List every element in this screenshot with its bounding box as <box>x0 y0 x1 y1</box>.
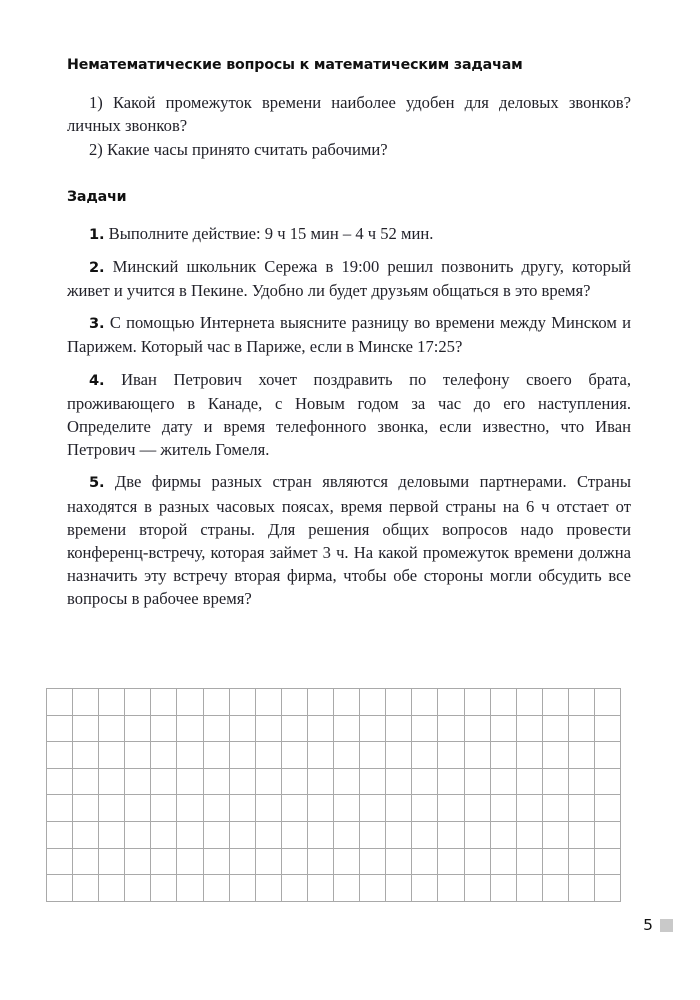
grid-cell[interactable] <box>47 715 73 742</box>
grid-cell[interactable] <box>99 795 125 822</box>
grid-cell[interactable] <box>73 768 99 795</box>
grid-cell[interactable] <box>464 875 490 902</box>
grid-row <box>47 768 621 795</box>
grid-cell[interactable] <box>542 848 568 875</box>
grid-cell[interactable] <box>516 848 542 875</box>
grid-cell[interactable] <box>125 768 151 795</box>
grid-cell[interactable] <box>438 795 464 822</box>
grid-cell[interactable] <box>255 875 281 902</box>
grid-cell[interactable] <box>99 875 125 902</box>
grid-cell[interactable] <box>334 821 360 848</box>
page-footer <box>0 915 700 945</box>
grid-cell[interactable] <box>490 875 516 902</box>
grid-cell[interactable] <box>255 795 281 822</box>
grid-cell[interactable] <box>516 689 542 716</box>
grid-cell[interactable] <box>490 848 516 875</box>
task-number: 5. <box>89 474 105 492</box>
grid-cell[interactable] <box>47 689 73 716</box>
task-text: Иван Петрович хочет поздравить по телефону своего брата, проживающего в Канаде, с Новым годом за час до его наступления. Определите дату и время телефонного звонка, если известно, что Иван Петрович — житель Гомеля. <box>67 369 631 460</box>
task-item <box>67 222 631 246</box>
grid-cell[interactable] <box>99 742 125 769</box>
grid-cell[interactable] <box>203 689 229 716</box>
grid-row <box>47 848 621 875</box>
grid-cell[interactable] <box>516 821 542 848</box>
grid-cell[interactable] <box>386 715 412 742</box>
grid-cell[interactable] <box>334 875 360 902</box>
grid-cell[interactable] <box>568 875 594 902</box>
grid-cell[interactable] <box>464 848 490 875</box>
grid-cell[interactable] <box>307 768 333 795</box>
page-title: Нематематические вопросы к математическим задачам <box>67 57 523 73</box>
grid-cell[interactable] <box>464 742 490 769</box>
grid-cell[interactable] <box>412 848 438 875</box>
tasks-heading: Задачи <box>67 188 127 205</box>
worksheet-grid <box>46 688 621 902</box>
grid-cell[interactable] <box>464 715 490 742</box>
grid-cell[interactable] <box>99 821 125 848</box>
grid-cell[interactable] <box>516 875 542 902</box>
grid-cell[interactable] <box>438 848 464 875</box>
page-content <box>67 55 631 611</box>
grid-cell[interactable] <box>125 848 151 875</box>
grid-cell[interactable] <box>594 848 620 875</box>
task-number: 1. <box>89 225 105 243</box>
grid-cell[interactable] <box>334 689 360 716</box>
grid-cell[interactable] <box>281 848 307 875</box>
grid-cell[interactable] <box>125 689 151 716</box>
grid-cell[interactable] <box>203 742 229 769</box>
grid-cell[interactable] <box>594 875 620 902</box>
grid-cell[interactable] <box>438 821 464 848</box>
grid-cell[interactable] <box>47 742 73 769</box>
grid-cell[interactable] <box>386 689 412 716</box>
grid-cell[interactable] <box>464 689 490 716</box>
grid-cell[interactable] <box>203 848 229 875</box>
grid-cell[interactable] <box>542 875 568 902</box>
question-marker: 2) <box>89 140 103 160</box>
grid-cell[interactable] <box>151 848 177 875</box>
grid-cell[interactable] <box>307 875 333 902</box>
grid-cell[interactable] <box>229 715 255 742</box>
grid-cell[interactable] <box>281 821 307 848</box>
task-number: 4. <box>89 371 105 389</box>
grid-cell[interactable] <box>255 848 281 875</box>
grid-cell[interactable] <box>177 821 203 848</box>
grid-cell[interactable] <box>386 795 412 822</box>
grid-cell[interactable] <box>281 875 307 902</box>
grid-cell[interactable] <box>386 875 412 902</box>
task-number: 2. <box>89 258 105 276</box>
grid-row <box>47 689 621 716</box>
grid-cell[interactable] <box>177 795 203 822</box>
grid-cell[interactable] <box>177 689 203 716</box>
grid-row <box>47 742 621 769</box>
grid-cell[interactable] <box>47 768 73 795</box>
grid-cell[interactable] <box>73 875 99 902</box>
grid-cell[interactable] <box>255 715 281 742</box>
task-text: Две фирмы разных стран являются деловыми партнерами. Страны находятся в разных часовых поясах, время первой страны на 6 ч отстает от времени второй страны. Для решения общих вопросов надо провести конференц-встречу, которая займет 3 ч. На какой промежуток времени должна назначить эту встречу вторая фирма, чтобы обе стороны могли обсудить все вопросы в рабочее время? <box>67 472 631 609</box>
grid-cell[interactable] <box>334 715 360 742</box>
grid-cell[interactable] <box>464 795 490 822</box>
grid-row <box>47 821 621 848</box>
grid-cell[interactable] <box>73 742 99 769</box>
grid-cell[interactable] <box>386 742 412 769</box>
grid-cell[interactable] <box>255 689 281 716</box>
grid-cell[interactable] <box>542 742 568 769</box>
grid-cell[interactable] <box>151 795 177 822</box>
grid-cell[interactable] <box>307 821 333 848</box>
grid-cell[interactable] <box>229 795 255 822</box>
grid-cell[interactable] <box>412 875 438 902</box>
grid-cell[interactable] <box>125 875 151 902</box>
grid-cell[interactable] <box>438 742 464 769</box>
grid-cell[interactable] <box>307 848 333 875</box>
grid-cell[interactable] <box>490 689 516 716</box>
grid-cell[interactable] <box>307 715 333 742</box>
grid-cell[interactable] <box>47 848 73 875</box>
grid-cell[interactable] <box>542 768 568 795</box>
grid-cell[interactable] <box>203 821 229 848</box>
grid-row <box>47 795 621 822</box>
grid-cell[interactable] <box>360 768 386 795</box>
grid-cell[interactable] <box>360 689 386 716</box>
grid-row <box>47 875 621 902</box>
grid-body <box>47 689 621 902</box>
grid-cell[interactable] <box>438 715 464 742</box>
grid-cell[interactable] <box>203 715 229 742</box>
grid-cell[interactable] <box>568 689 594 716</box>
grid-cell[interactable] <box>594 689 620 716</box>
grid-cell[interactable] <box>281 689 307 716</box>
grid-cell[interactable] <box>281 795 307 822</box>
grid-cell[interactable] <box>229 768 255 795</box>
grid-cell[interactable] <box>255 821 281 848</box>
grid-cell[interactable] <box>203 795 229 822</box>
grid-cell[interactable] <box>125 715 151 742</box>
grid-cell[interactable] <box>568 742 594 769</box>
grid-cell[interactable] <box>334 768 360 795</box>
grid-cell[interactable] <box>568 715 594 742</box>
grid-cell[interactable] <box>177 768 203 795</box>
grid-cell[interactable] <box>334 848 360 875</box>
grid-cell[interactable] <box>125 795 151 822</box>
grid-cell[interactable] <box>542 715 568 742</box>
grid-row <box>47 715 621 742</box>
grid-cell[interactable] <box>594 795 620 822</box>
grid-cell[interactable] <box>307 742 333 769</box>
grid-cell[interactable] <box>125 742 151 769</box>
grid-cell[interactable] <box>151 715 177 742</box>
grid-cell[interactable] <box>177 848 203 875</box>
grid-cell[interactable] <box>203 875 229 902</box>
grid-cell[interactable] <box>568 768 594 795</box>
grid-cell[interactable] <box>360 821 386 848</box>
grid-cell[interactable] <box>594 742 620 769</box>
grid-cell[interactable] <box>542 795 568 822</box>
grid-cell[interactable] <box>360 875 386 902</box>
grid-cell[interactable] <box>229 689 255 716</box>
grid-cell[interactable] <box>307 795 333 822</box>
grid-cell[interactable] <box>412 742 438 769</box>
grid-cell[interactable] <box>229 875 255 902</box>
grid-cell[interactable] <box>360 715 386 742</box>
grid-cell[interactable] <box>360 848 386 875</box>
grid-cell[interactable] <box>177 715 203 742</box>
grid-cell[interactable] <box>568 848 594 875</box>
question-text: Какой промежуток времени наиболее удобен для деловых звонков? личных звонков? <box>67 93 631 136</box>
grid-cell[interactable] <box>412 689 438 716</box>
grid-cell[interactable] <box>568 795 594 822</box>
grid-cell[interactable] <box>255 768 281 795</box>
page-number: 5 <box>643 916 653 934</box>
grid-cell[interactable] <box>542 821 568 848</box>
grid-cell[interactable] <box>516 742 542 769</box>
grid-cell[interactable] <box>412 768 438 795</box>
grid-cell[interactable] <box>594 715 620 742</box>
grid-cell[interactable] <box>73 715 99 742</box>
grid-cell[interactable] <box>151 875 177 902</box>
grid-cell[interactable] <box>594 768 620 795</box>
grid-cell[interactable] <box>125 821 151 848</box>
grid-cell[interactable] <box>281 768 307 795</box>
grid-cell[interactable] <box>360 795 386 822</box>
grid-cell[interactable] <box>490 821 516 848</box>
grid-cell[interactable] <box>386 848 412 875</box>
grid-cell[interactable] <box>516 795 542 822</box>
grid-cell[interactable] <box>412 795 438 822</box>
grid-cell[interactable] <box>334 795 360 822</box>
question-text: Какие часы принято считать рабочими? <box>106 140 388 160</box>
grid-cell[interactable] <box>255 742 281 769</box>
grid-cell[interactable] <box>386 768 412 795</box>
question-marker: 1) <box>89 93 103 112</box>
grid-cell[interactable] <box>438 875 464 902</box>
task-item <box>67 470 631 610</box>
grid-cell[interactable] <box>99 715 125 742</box>
grid-cell[interactable] <box>412 821 438 848</box>
grid-cell[interactable] <box>99 689 125 716</box>
grid-cell[interactable] <box>229 848 255 875</box>
grid-cell[interactable] <box>490 715 516 742</box>
task-item <box>67 311 631 358</box>
grid-cell[interactable] <box>47 795 73 822</box>
grid-cell[interactable] <box>438 689 464 716</box>
grid-cell[interactable] <box>177 875 203 902</box>
grid-cell[interactable] <box>151 689 177 716</box>
question-item <box>67 91 631 137</box>
grid-cell[interactable] <box>386 821 412 848</box>
task-text: Минский школьник Сережа в 19:00 решил позвонить другу, который живет и учится в Пекине. Удобно ли будет друзьям общаться в это время? <box>67 256 632 301</box>
question-item <box>67 138 631 161</box>
grid-cell[interactable] <box>516 715 542 742</box>
task-text: Выполните действие: 9 ч 15 мин – 4 ч 52 мин. <box>108 223 434 243</box>
grid-cell[interactable] <box>203 768 229 795</box>
task-item <box>67 255 631 302</box>
grid-table <box>46 688 621 902</box>
grid-cell[interactable] <box>151 768 177 795</box>
grid-cell[interactable] <box>151 742 177 769</box>
grid-cell[interactable] <box>151 821 177 848</box>
grid-cell[interactable] <box>73 848 99 875</box>
grid-cell[interactable] <box>73 821 99 848</box>
grid-cell[interactable] <box>281 715 307 742</box>
grid-cell[interactable] <box>99 848 125 875</box>
page-marker-square <box>660 919 673 932</box>
grid-cell[interactable] <box>438 768 464 795</box>
grid-cell[interactable] <box>568 821 594 848</box>
grid-cell[interactable] <box>47 875 73 902</box>
grid-cell[interactable] <box>490 742 516 769</box>
grid-cell[interactable] <box>516 768 542 795</box>
grid-cell[interactable] <box>73 689 99 716</box>
grid-cell[interactable] <box>360 742 386 769</box>
grid-cell[interactable] <box>490 768 516 795</box>
grid-cell[interactable] <box>490 795 516 822</box>
grid-cell[interactable] <box>307 689 333 716</box>
task-item <box>67 368 631 462</box>
grid-cell[interactable] <box>542 689 568 716</box>
task-number: 3. <box>89 315 105 333</box>
task-text: С помощью Интернета выясните разницу во времени между Минском и Парижем. Который час в Париже, если в Минске 17:25? <box>67 313 631 357</box>
grid-cell[interactable] <box>99 768 125 795</box>
grid-cell[interactable] <box>412 715 438 742</box>
grid-cell[interactable] <box>229 821 255 848</box>
grid-cell[interactable] <box>229 742 255 769</box>
grid-cell[interactable] <box>73 795 99 822</box>
grid-cell[interactable] <box>464 768 490 795</box>
grid-cell[interactable] <box>334 742 360 769</box>
grid-cell[interactable] <box>281 742 307 769</box>
grid-cell[interactable] <box>594 821 620 848</box>
grid-cell[interactable] <box>177 742 203 769</box>
grid-cell[interactable] <box>464 821 490 848</box>
grid-cell[interactable] <box>47 821 73 848</box>
